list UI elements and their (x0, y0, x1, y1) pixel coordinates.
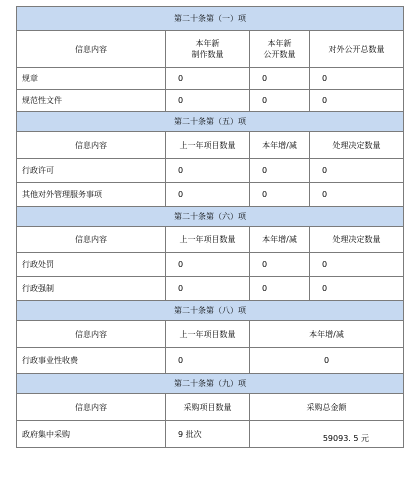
col-header: 信息内容 (75, 329, 107, 339)
row-label: 规范性文件 (22, 96, 62, 105)
col-header-line: 本年新 (195, 39, 220, 48)
cell-value: 9 批次 (165, 421, 249, 447)
cell-value: 0 (249, 68, 309, 89)
cell-value: 0 (309, 253, 403, 276)
col-header: 处理决定数量 (309, 227, 403, 252)
cell-value: 0 (165, 277, 249, 300)
col-header-line: 本年新 (267, 39, 292, 48)
table-row (16, 277, 404, 301)
column-header-row (16, 394, 404, 421)
table-row (16, 90, 404, 112)
cell-value: 0 (165, 68, 249, 89)
section-header (16, 207, 404, 227)
col-header-line: 公开数量 (263, 50, 296, 59)
cell-value: 0 (309, 277, 403, 300)
col-header (249, 31, 309, 67)
col-header: 信息内容 (75, 402, 107, 412)
cell-value: 0 (165, 348, 249, 373)
cell-value: 0 (309, 159, 403, 182)
col-header (165, 31, 249, 67)
col-header-line: 制作数量 (191, 50, 224, 59)
table-row (16, 68, 404, 90)
col-header: 采购总金额 (249, 394, 403, 420)
cell-value: 0 (309, 183, 403, 206)
column-header-row (16, 31, 404, 68)
section-header (16, 374, 404, 394)
cell-value: 0 (165, 159, 249, 182)
col-header: 本年增/减 (249, 227, 309, 252)
table-row (16, 183, 404, 207)
cell-value: 59093. 5 元 (249, 421, 403, 447)
col-header: 处理决定数量 (309, 132, 403, 158)
col-header: 信息内容 (75, 44, 107, 54)
column-header-row (16, 227, 404, 253)
col-header: 信息内容 (75, 140, 107, 150)
table-row (16, 348, 404, 374)
section-title: 第二十条第（六）项 (174, 212, 246, 221)
cell-value: 0 (249, 159, 309, 182)
col-header: 本年增/减 (249, 321, 403, 347)
section-title: 第二十条第（五）项 (174, 117, 246, 126)
row-label: 行政事业性收费 (22, 356, 78, 365)
cell-value: 0 (165, 253, 249, 276)
col-header: 上一年项目数量 (165, 227, 249, 252)
row-label: 行政许可 (22, 166, 54, 175)
cell-value: 0 (165, 90, 249, 111)
section-header (16, 112, 404, 132)
row-label: 政府集中采购 (22, 429, 70, 439)
cell-value: 0 (249, 183, 309, 206)
row-label: 行政处罚 (22, 260, 54, 269)
cell-value: 0 (165, 183, 249, 206)
table-row (16, 421, 404, 448)
column-header-row (16, 132, 404, 159)
row-label: 规章 (22, 74, 38, 83)
cell-value: 0 (309, 90, 403, 111)
cell-value: 0 (249, 277, 309, 300)
col-header: 上一年项目数量 (165, 132, 249, 158)
cell-value: 0 (309, 68, 403, 89)
col-header: 上一年项目数量 (165, 321, 249, 347)
section-title: 第二十条第（九）项 (174, 379, 246, 388)
col-header: 信息内容 (75, 235, 107, 244)
cell-value: 0 (249, 348, 403, 373)
section-header (16, 6, 404, 31)
column-header-row (16, 321, 404, 348)
row-label: 行政强制 (22, 284, 54, 293)
section-header (16, 301, 404, 321)
cell-value: 0 (249, 90, 309, 111)
row-label: 其他对外管理服务事项 (22, 190, 102, 199)
cell-value: 0 (249, 253, 309, 276)
col-header: 对外公开总数量 (309, 31, 403, 67)
table-row (16, 253, 404, 277)
col-header: 本年增/减 (249, 132, 309, 158)
section-title: 第二十条第（八）项 (174, 306, 246, 315)
col-header: 采购项目数量 (165, 394, 249, 420)
table-row (16, 159, 404, 183)
disclosure-table (16, 6, 404, 448)
section-title: 第二十条第（一）项 (174, 14, 246, 23)
